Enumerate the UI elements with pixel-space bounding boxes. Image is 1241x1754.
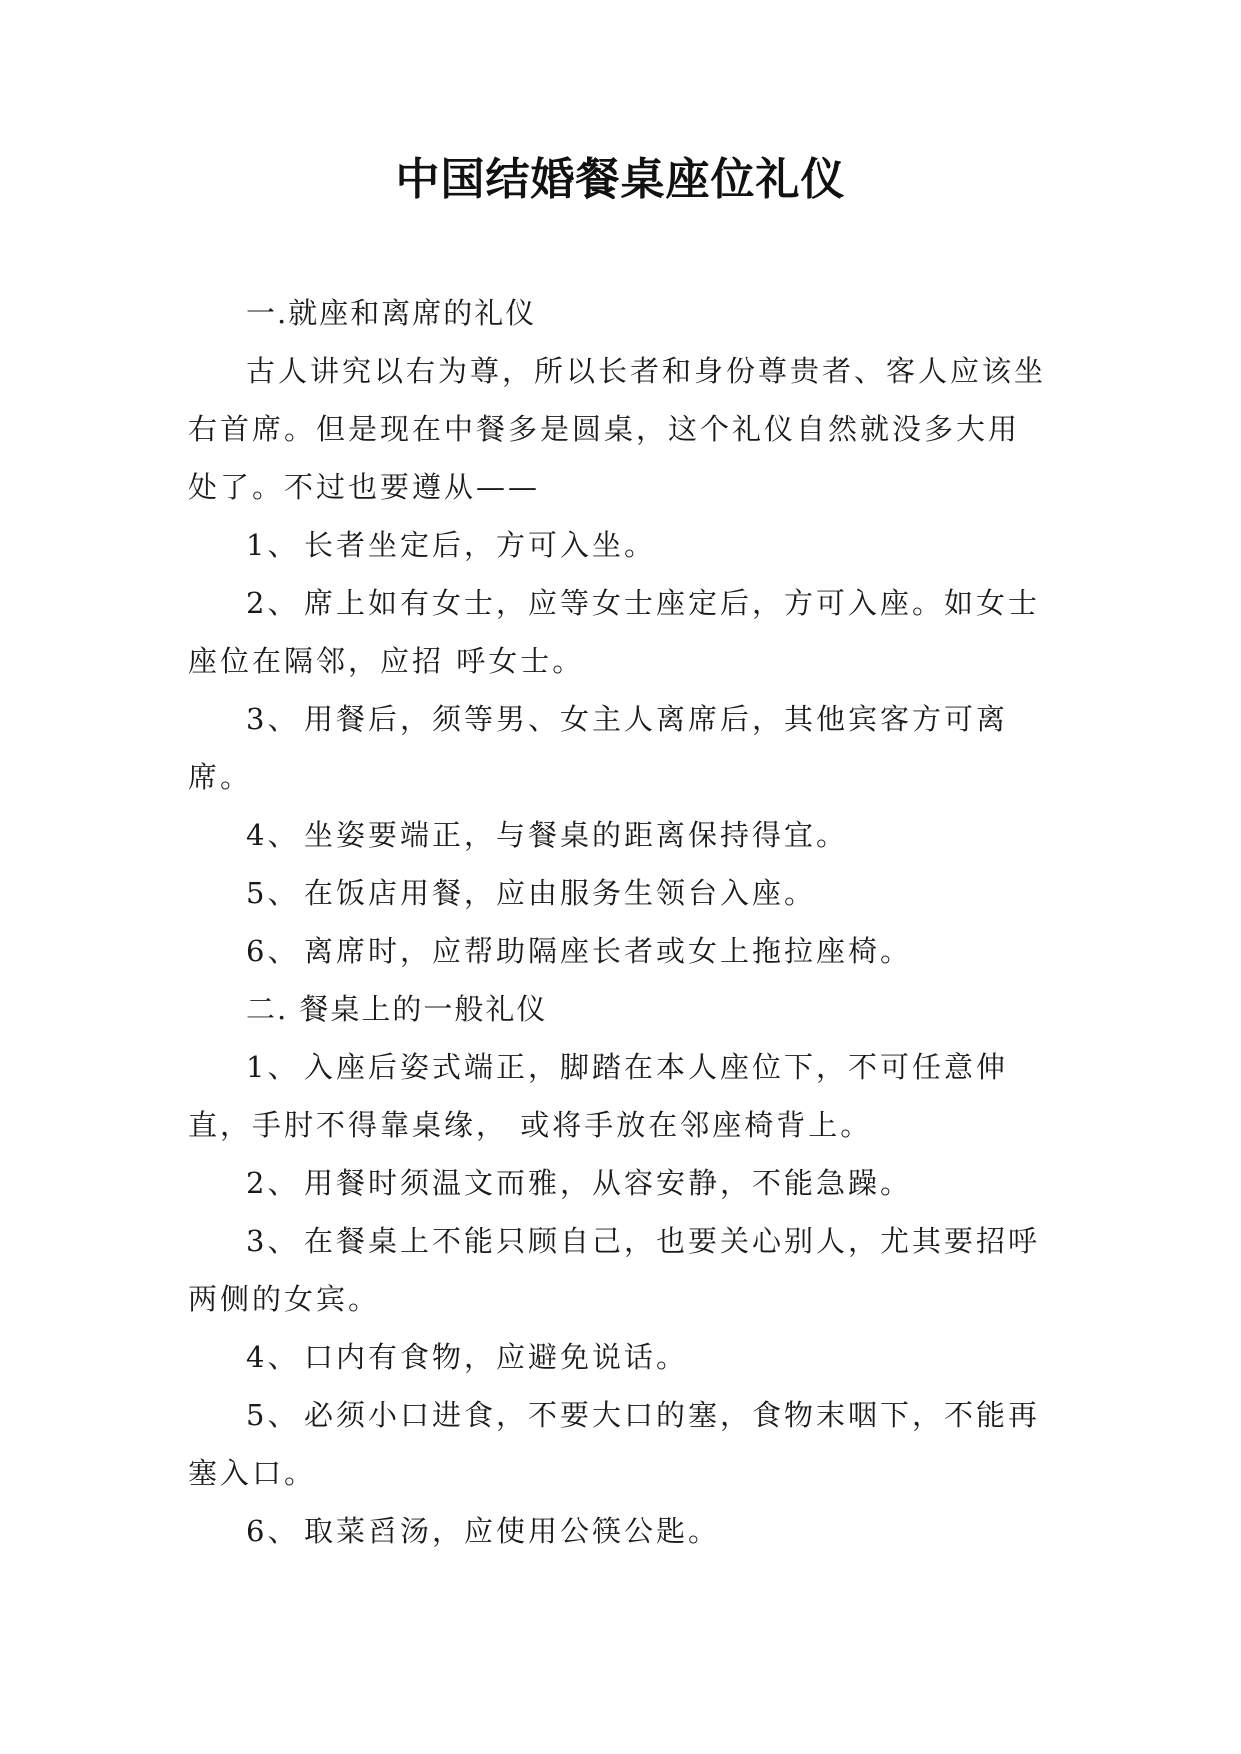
list-item [188,574,1050,690]
list-number: 3、 [246,702,300,736]
list-number: 4、 [246,818,300,852]
intro-paragraph [188,342,1050,516]
list-number: 2、 [246,586,300,620]
list-item [188,516,1050,574]
section-heading-1 [188,284,1050,342]
list-item [188,922,1050,980]
list-item [188,690,1050,806]
paragraph-text: 古人讲究以右为尊，所以长者和身份尊贵者、客人应该坐右首席。但是现在中餐多是圆桌，这个礼仪自然就没多大用处了。不过也要遵从—— [188,354,1047,504]
list-item [188,1154,1050,1212]
list-number: 3、 [246,1224,300,1258]
list-number: 1、 [246,528,300,562]
list-text: 入座后姿式端正，脚踏在本人座位下，不可任意伸直，手肘不得靠桌缘， 或将手放在邻座椅背上。 [188,1050,1009,1142]
document-title: 中国结婚餐桌座位礼仪 [395,154,846,205]
list-item [188,1038,1050,1154]
list-text: 用餐时须温文而雅，从容安静，不能急躁。 [304,1166,913,1200]
list-number: 4、 [246,1340,300,1374]
list-text: 口内有食物，应避免说话。 [304,1340,689,1374]
list-number: 1、 [246,1050,300,1084]
list-text: 离席时，应帮助隔座长者或女上拖拉座椅。 [304,934,913,968]
heading-text: 一.就座和离席的礼仪 [246,296,537,330]
list-text: 必须小口进食，不要大口的塞，食物末咽下，不能再塞入口。 [188,1398,1041,1490]
list-item [188,864,1050,922]
list-item [188,1212,1050,1328]
list-number: 6、 [246,934,300,968]
list-text: 坐姿要端正，与餐桌的距离保持得宜。 [304,818,849,852]
list-text: 在饭店用餐，应由服务生领台入座。 [304,876,817,910]
heading-text: 二. 餐桌上的一般礼仪 [246,992,548,1026]
list-number: 5、 [246,1398,300,1432]
document-body [188,284,1050,1560]
list-text: 在餐桌上不能只顾自己，也要关心别人，尤其要招呼两侧的女宾。 [188,1224,1041,1316]
list-item [188,1502,1050,1560]
section-heading-2 [188,980,1050,1038]
list-text: 用餐后，须等男、女主人离席后，其他宾客方可离席。 [188,702,1009,794]
list-text: 取菜舀汤，应使用公筷公匙。 [304,1514,721,1548]
list-number: 2、 [246,1166,300,1200]
list-item [188,806,1050,864]
list-number: 6、 [246,1514,300,1548]
list-item [188,1328,1050,1386]
list-item [188,1386,1050,1502]
list-text: 长者坐定后，方可入坐。 [304,528,657,562]
list-text: 席上如有女士，应等女士座定后，方可入座。如女士座位在隔邻，应招 呼女士。 [188,586,1041,678]
list-number: 5、 [246,876,300,910]
